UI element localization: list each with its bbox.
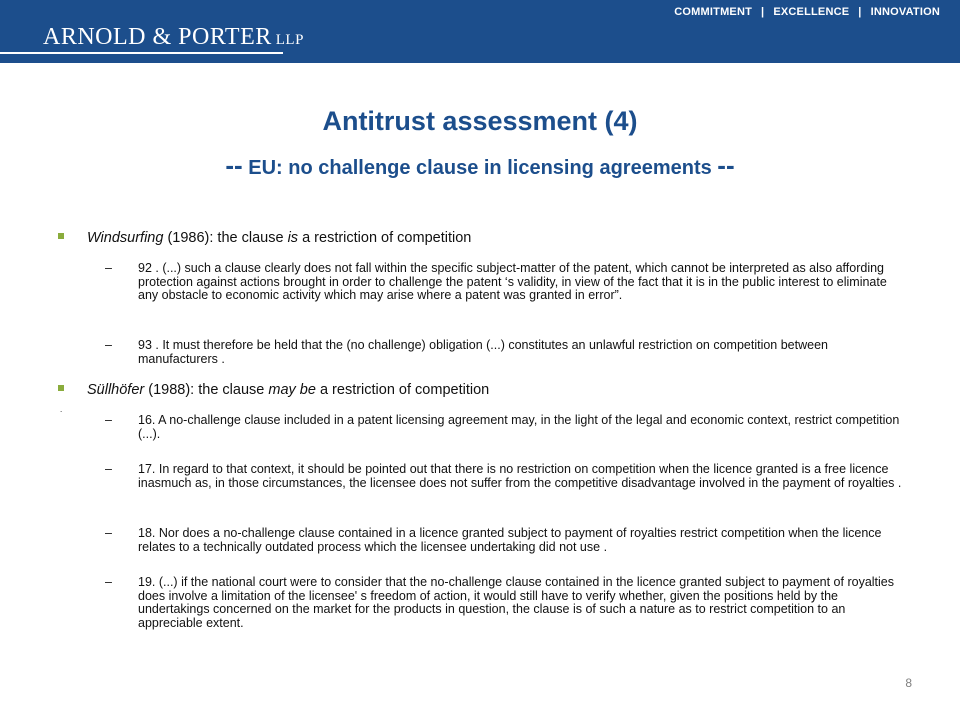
dash-marker: – xyxy=(105,526,112,540)
company-logo xyxy=(43,24,304,51)
bullet-windsurfing xyxy=(58,230,471,246)
bullet-sullhofer xyxy=(58,382,489,398)
tagline-separator: | xyxy=(858,6,862,18)
slide-title: Antitrust assessment (4) xyxy=(322,106,638,136)
bullet-text: (1986): the clause xyxy=(163,230,288,246)
quote-text: 18. Nor does a no-challenge clause contained in a licence granted subject to payment of royalties restrict competition when the licence relates to a technically outdated process which the licensee undertaking did not use . xyxy=(138,526,882,554)
dash-marker: – xyxy=(105,338,112,352)
tagline-commitment: COMMITMENT xyxy=(674,6,753,18)
tagline-separator: | xyxy=(761,6,765,18)
bullet-square-icon xyxy=(58,385,64,391)
quote-text: 19. (...) if the national court were to consider that the no-challenge clause contained in the licence granted subject to payment of royalties does involve a limitation of the licensee' s freedom of action, it would still have to verify whether, given the positions held by the undertakings concerned on the market for the products in question, the clause is of such a nature as to restrict competition to an appreciable extent. xyxy=(138,575,894,630)
page-number: 8 xyxy=(905,676,912,690)
dash-marker: – xyxy=(105,261,112,275)
tagline-excellence: EXCELLENCE xyxy=(773,6,850,18)
dash-marker: – xyxy=(105,575,112,589)
subtitle-dash-left: -- xyxy=(225,150,243,180)
case-name: Windsurfing xyxy=(87,230,164,246)
bullet-emphasis: may be xyxy=(268,382,316,398)
subtitle-text: EU: no challenge clause in licensing agreements xyxy=(248,157,712,179)
bullet-text: a restriction of competition xyxy=(315,382,490,398)
stray-dot: . xyxy=(60,405,63,414)
dash-marker: – xyxy=(105,413,112,427)
tagline xyxy=(674,6,940,18)
bullet-text: (1988): the clause xyxy=(144,382,269,398)
bullet-square-icon xyxy=(58,233,64,239)
quote-text: 17. In regard to that context, it should be pointed out that there is no restriction on competition when the licence granted is a free licence inasmuch as, in those circumstances, the licensee does not suffer from the competitive disadvantage involved in the payment of royalties . xyxy=(138,462,902,490)
quote-text: 92 . (...) such a clause clearly does not fall within the specific subject-matter of the patent, which cannot be interpreted as also affording protection against actions brought in order to challenge the patent ‘s validity, in view of the fact that it is in the public interest to eliminate any obstacle to economic activity which may arise where a patent was granted in error”. xyxy=(138,261,887,302)
case-name: Süllhöfer xyxy=(87,382,145,398)
bullet-emphasis: is xyxy=(287,230,299,246)
logo-underline xyxy=(0,52,283,54)
subtitle-dash-right: -- xyxy=(717,150,735,180)
quote-text: 93 . It must therefore be held that the (no challenge) obligation (...) constitutes an unlawful restriction on competition between manufacturers . xyxy=(138,338,828,366)
logo-suffix: LLP xyxy=(275,32,304,48)
dash-marker: – xyxy=(105,462,112,476)
bullet-text: a restriction of competition xyxy=(298,230,472,246)
logo-main: ARNOLD & PORTER xyxy=(43,24,272,50)
quote-text: 16. A no-challenge clause included in a patent licensing agreement may, in the light of the legal and economic context, restrict competition (...). xyxy=(138,413,900,441)
header-bar xyxy=(0,0,960,63)
slide-subtitle xyxy=(0,150,960,181)
tagline-innovation: INNOVATION xyxy=(870,6,940,18)
